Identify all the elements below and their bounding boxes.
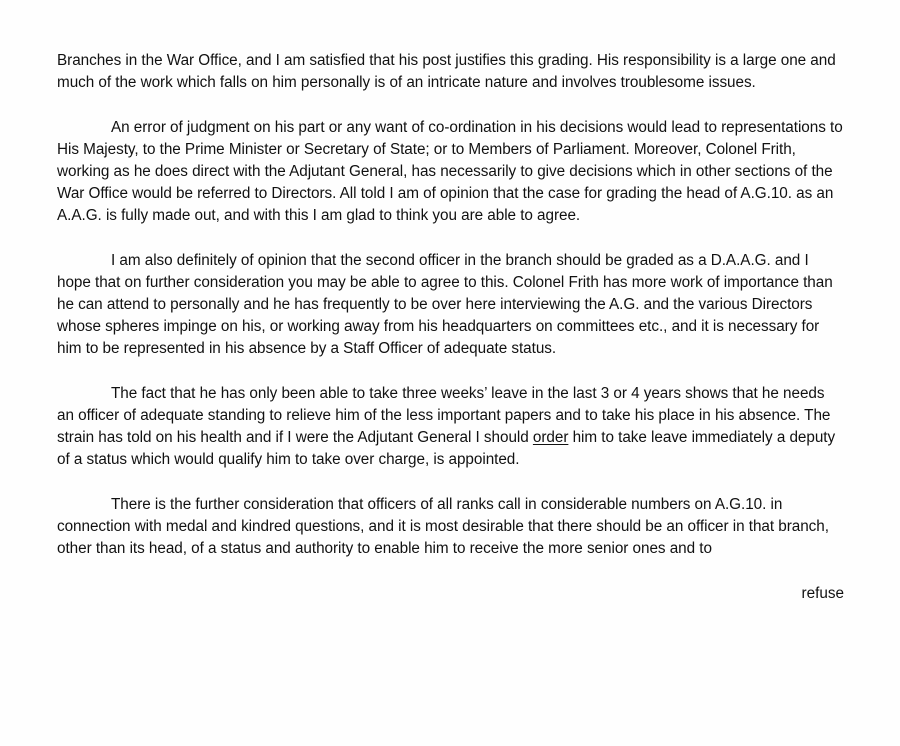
paragraph-3 bbox=[57, 250, 844, 360]
paragraph-5-text: There is the further consideration that officers of all ranks call in considerable numbers on A.G.10. in connection with medal and kindred questions, and it is most desirable that there should be an officer in that branch, other than its head, of a status and authority to enable him to receive the more senior ones and to bbox=[57, 496, 829, 557]
paragraph-1 bbox=[57, 50, 844, 94]
paragraph-2-text: An error of judgment on his part or any want of co-ordination in his decisions would lead to representations to His Majesty, to the Prime Minister or Secretary of State; or to Members of Parliament. Moreover, Colonel Frith, working as he does direct with the Adjutant General, has necessarily to give decisions which in other sections of the War Office would be referred to Directors. All told I am of opinion that the case for grading the head of A.G.10. as an A.A.G. is fully made out, and with this I am glad to think you are able to agree. bbox=[57, 119, 843, 224]
underlined-word-order: order bbox=[532, 429, 569, 446]
catchword-refuse: refuse bbox=[801, 585, 844, 602]
paragraph-4 bbox=[57, 383, 844, 471]
paragraph-4-text-pre: The fact that he has only been able to take three weeks’ leave in the last 3 or 4 years shows that he needs an officer of adequate standing to relieve him of the less important papers and to take his place in his absence. The strain has told on his health and if I were the Adjutant General I should bbox=[57, 385, 831, 446]
paragraph-5 bbox=[57, 494, 844, 560]
paragraph-2 bbox=[57, 117, 844, 227]
paragraph-3-text: I am also definitely of opinion that the second officer in the branch should be graded as a D.A.A.G. and I hope that on further consideration you may be able to agree to this. Colonel Frith has more work of importance than he can attend to personally and he has frequently to be over here interviewing the A.G. and the various Directors whose spheres impinge on his, or working away from his headquarters on committees etc., and it is necessary for him to be represented in his absence by a Staff Officer of adequate status. bbox=[57, 252, 833, 357]
paragraph-1-text: Branches in the War Office, and I am satisfied that his post justifies this grading. His responsibility is a large one and much of the work which falls on him personally is of an intricate nature and involves troublesome issues. bbox=[57, 52, 836, 91]
paragraph-4-text-post: him to take leave immediately a deputy of a status which would qualify him to take over charge, is appointed. bbox=[57, 429, 836, 468]
